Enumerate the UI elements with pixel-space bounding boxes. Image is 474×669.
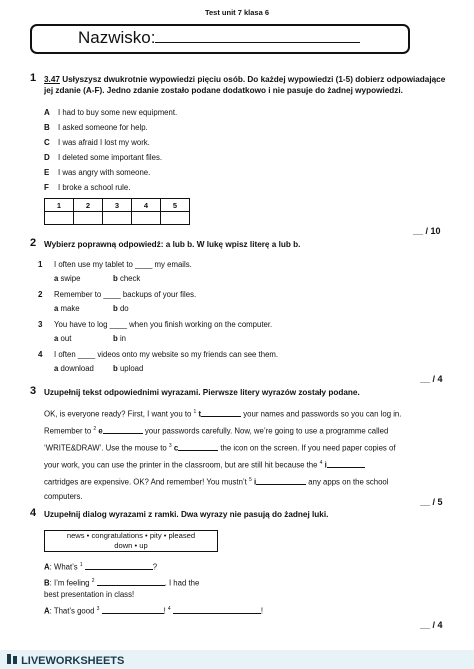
exercise-1-score: __ / 10 bbox=[413, 226, 441, 236]
table-header: 4 bbox=[132, 199, 161, 212]
choice-b[interactable]: b check bbox=[113, 274, 141, 283]
dialog-gap-3[interactable] bbox=[102, 605, 164, 614]
item-number: 4 bbox=[38, 350, 43, 359]
option-text: I was angry with someone. bbox=[58, 168, 151, 177]
dialog-line-4: A: That’s good $^3$ ! $^4$ ! bbox=[44, 606, 264, 616]
choice-b[interactable]: b in bbox=[113, 334, 127, 343]
option-letter: A bbox=[44, 108, 50, 117]
option-text: I broke a school rule. bbox=[58, 183, 131, 192]
choice-a[interactable]: a swipe bbox=[54, 274, 81, 283]
table-header: 2 bbox=[74, 199, 103, 212]
exercise-4-instructions: Uzupełnij dialog wyrazami z ramki. Dwa wyrazy nie pasują do żadnej luki. bbox=[44, 510, 329, 519]
item-text: I often use my tablet to ____ my emails. bbox=[54, 260, 192, 269]
dialog-line-3: best presentation in class! bbox=[44, 590, 135, 599]
item-number: 3 bbox=[38, 320, 43, 329]
option-text: I asked someone for help. bbox=[58, 123, 148, 132]
choice-b[interactable]: b do bbox=[113, 304, 129, 313]
table-header: 3 bbox=[103, 199, 132, 212]
gap-input-2[interactable] bbox=[103, 425, 143, 434]
exercise-3-instructions: Uzupełnij tekst odpowiednimi wyrazami. Pierwsze litery wyrazów zostały podane. bbox=[44, 388, 360, 397]
item-text: I often ____ videos onto my website so my friends can see them. bbox=[54, 350, 279, 359]
answer-cell[interactable] bbox=[45, 212, 74, 225]
exercise-2-number: 2 bbox=[30, 237, 37, 249]
dialog-gap-4[interactable] bbox=[173, 605, 261, 614]
item-number: 1 bbox=[38, 260, 43, 269]
option-text: I was afraid I lost my work. bbox=[58, 138, 150, 147]
worksheet-title: Test unit 7 klasa 6 bbox=[204, 8, 270, 17]
option-letter: B bbox=[44, 123, 50, 132]
gap-input-4[interactable] bbox=[327, 459, 365, 468]
name-field[interactable] bbox=[78, 28, 360, 48]
answer-cell[interactable] bbox=[74, 212, 103, 225]
dialog-line-1: A: What’s $^1$ ? bbox=[44, 562, 158, 572]
exercise-3-number: 3 bbox=[30, 385, 37, 397]
dialog-gap-1[interactable] bbox=[85, 561, 153, 570]
word-box: news • congratulations • pity • pleased down • up bbox=[44, 530, 218, 552]
item-number: 2 bbox=[38, 290, 43, 299]
choice-b[interactable]: b upload bbox=[113, 364, 144, 373]
name-blank[interactable] bbox=[155, 28, 360, 43]
answer-table bbox=[44, 198, 190, 225]
gap-input-5[interactable] bbox=[256, 476, 306, 485]
gap-fill-text: OK, is everyone ready? First, I want you to $^1$ t your names and passwords so you can log in. Remember to $^2$ e your passwords carefully. Now, we’re going to use a programme called ‘WRITE&DRAW’. Use the mouse to $^3$ c the icon on the screen. If you need paper copies of your work, you can use the printer in the classroom, but are still hit because the $^4$ i cartridges are expensive. OK? And remember! You mustn’t $^5$ i any apps on the school computers. bbox=[44, 409, 402, 502]
logo-icon bbox=[6, 653, 18, 665]
exercise-1-instructions: 3.47 Usłyszysz dwukrotnie wypowiedzi pięciu osób. Do każdej wypowiedzi (1-5) dobierz odpowiadające jej zdanie (A-F). Jedno zdanie zostało podane dodatkowo i nie pasuje do żadnej wypowiedzi. bbox=[44, 75, 446, 95]
option-text: I had to buy some new equipment. bbox=[58, 108, 178, 117]
exercise-2-instructions: Wybierz poprawną odpowiedź: a lub b. W lukę wpisz literę a lub b. bbox=[44, 240, 301, 249]
name-label: Nazwisko: bbox=[78, 28, 156, 47]
exercise-3-score: __ / 5 bbox=[420, 497, 443, 507]
table-header: 1 bbox=[45, 199, 74, 212]
exercise-1-number: 1 bbox=[30, 72, 37, 84]
answer-cell[interactable] bbox=[103, 212, 132, 225]
gap-input-3[interactable] bbox=[178, 442, 218, 451]
answer-cell[interactable] bbox=[132, 212, 161, 225]
liveworksheets-logo[interactable]: LIVEWORKSHEETS bbox=[6, 653, 124, 667]
answer-cell[interactable] bbox=[161, 212, 190, 225]
item-text: You have to log ____ when you finish working on the computer. bbox=[54, 320, 273, 329]
audio-track-ref[interactable]: 3.47 bbox=[44, 75, 60, 84]
choice-a[interactable]: a make bbox=[54, 304, 80, 313]
item-text: Remember to ____ backups of your files. bbox=[54, 290, 197, 299]
option-letter: F bbox=[44, 183, 49, 192]
option-letter: E bbox=[44, 168, 50, 177]
exercise-4-number: 4 bbox=[30, 507, 37, 519]
gap-input-1[interactable] bbox=[201, 408, 241, 417]
exercise-2-score: __ / 4 bbox=[420, 374, 443, 384]
option-text: I deleted some important files. bbox=[58, 153, 163, 162]
dialog-line-2: B: I’m feeling $^2$ . I had the bbox=[44, 578, 200, 588]
choice-a[interactable]: a download bbox=[54, 364, 94, 373]
option-letter: D bbox=[44, 153, 50, 162]
choice-a[interactable]: a out bbox=[54, 334, 72, 343]
exercise-4-score: __ / 4 bbox=[420, 620, 443, 630]
table-header: 5 bbox=[161, 199, 190, 212]
option-letter: C bbox=[44, 138, 50, 147]
dialog-gap-2[interactable] bbox=[97, 577, 165, 586]
